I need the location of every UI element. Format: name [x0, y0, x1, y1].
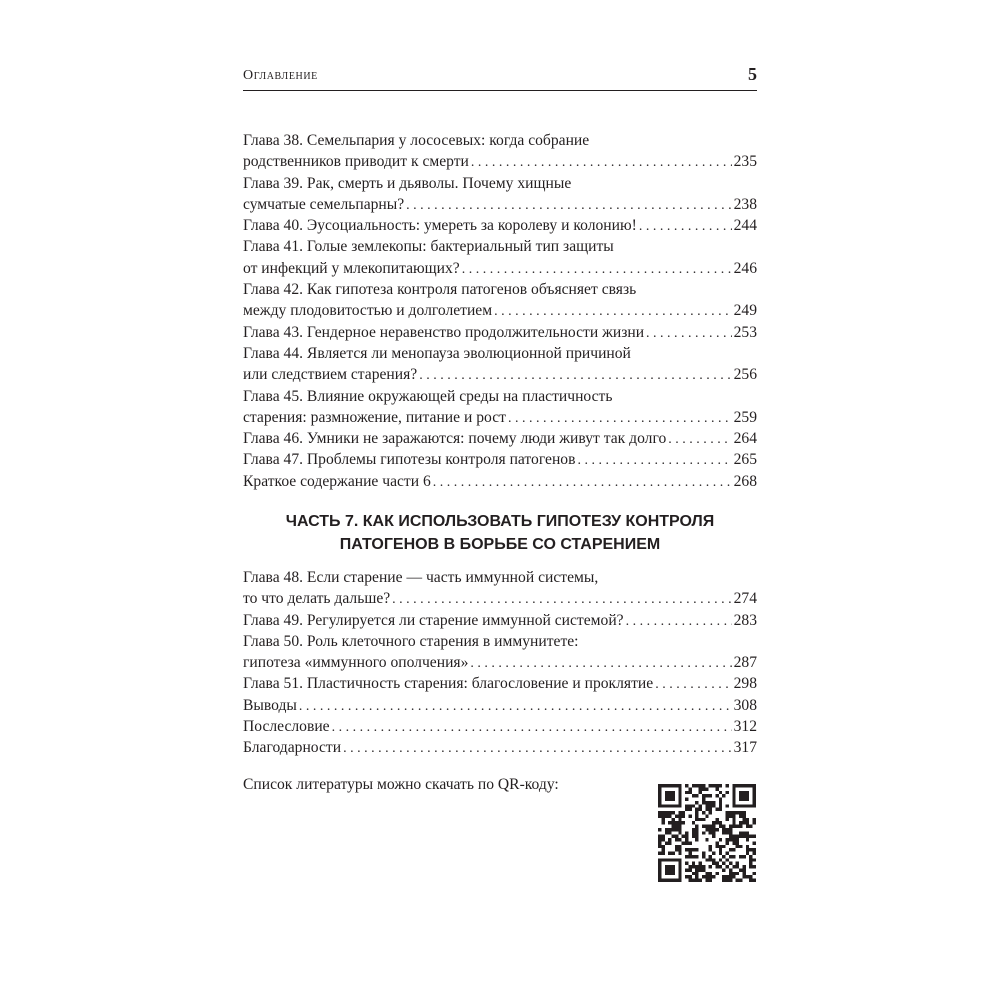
dot-leader	[419, 365, 731, 385]
toc-entry-title: Благодарности	[243, 739, 342, 757]
toc-entry-page: 265	[733, 451, 757, 469]
toc-entry-page: 298	[733, 675, 757, 693]
dot-leader	[470, 653, 731, 673]
toc-entry-title: Краткое содержание части 6	[243, 472, 431, 490]
toc-entry[interactable]	[243, 173, 757, 216]
toc-entry-line	[243, 716, 757, 737]
toc-entry[interactable]	[243, 428, 757, 449]
dot-leader	[646, 323, 732, 343]
toc-entry-line	[243, 130, 757, 151]
toc-entry-title: сумчатые семельпарны?	[243, 195, 405, 213]
toc-entry-title: Послесловие	[243, 718, 330, 736]
toc-entry-title: Глава 41. Голые землекопы: бактериальный тип защиты	[243, 238, 614, 256]
toc-entry-title: от инфекций у млекопитающих?	[243, 259, 460, 277]
toc-entry-line	[243, 173, 757, 194]
toc-entry[interactable]	[243, 236, 757, 279]
toc-entry-line	[243, 567, 757, 588]
toc-entry-line	[243, 386, 757, 407]
dot-leader	[343, 738, 732, 758]
toc-entry-title: Глава 39. Рак, смерть и дьяволы. Почему хищные	[243, 174, 572, 192]
toc-entry-title: Выводы	[243, 696, 297, 714]
toc-entry-title: то что делать дальше?	[243, 590, 391, 608]
toc-entry-title: Глава 43. Гендерное неравенство продолжительности жизни	[243, 323, 645, 341]
toc-entry[interactable]	[243, 737, 757, 758]
dot-leader	[471, 152, 732, 172]
toc-entry-line	[243, 652, 757, 673]
toc-entry-title: Глава 48. Если старение — часть иммунной системы,	[243, 569, 599, 586]
dot-leader	[639, 216, 732, 236]
toc-entry-page: 268	[733, 472, 757, 490]
toc-entry-page: 264	[733, 430, 757, 448]
toc-entry[interactable]	[243, 716, 757, 737]
header-title: Оглавление	[243, 68, 318, 83]
toc-entry-line	[243, 364, 757, 385]
toc-entry-line	[243, 343, 757, 364]
toc-entry-line	[243, 151, 757, 172]
toc-entry-title: Глава 44. Является ли менопауза эволюционной причиной	[243, 344, 631, 362]
toc-entry-line	[243, 322, 757, 343]
toc-entry-page: 253	[733, 323, 757, 341]
toc-entry-line	[243, 300, 757, 321]
part-7-heading-line2: ПАТОГЕНОВ В БОРЬБЕ СО СТАРЕНИЕМ	[339, 536, 661, 553]
toc-entry-title: Глава 47. Проблемы гипотезы контроля патогенов	[243, 451, 576, 469]
dot-leader	[508, 408, 732, 428]
toc-entry[interactable]	[243, 695, 757, 716]
dot-leader	[655, 674, 731, 694]
toc-section-1	[243, 130, 757, 492]
toc-entry[interactable]	[243, 610, 757, 631]
dot-leader	[299, 696, 732, 716]
toc-entry-line	[243, 588, 757, 609]
toc-entry[interactable]	[243, 631, 757, 674]
running-header	[243, 66, 757, 91]
toc-entry-line	[243, 449, 757, 470]
toc-entry[interactable]	[243, 386, 757, 429]
toc-entry-title: Глава 46. Умники не заражаются: почему люди живут так долго	[243, 430, 667, 448]
toc-entry-title: Глава 40. Эусоциальность: умереть за королеву и колонию!	[243, 217, 637, 235]
toc-entry-title: Глава 45. Влияние окружающей среды на пластичность	[243, 387, 613, 405]
toc-entry-page: 287	[733, 654, 757, 672]
page-number: 5	[748, 64, 757, 84]
toc-entry-line	[243, 215, 757, 236]
dot-leader	[626, 611, 732, 631]
toc-entry-line	[243, 673, 757, 694]
toc-entry-page: 312	[733, 718, 757, 736]
part-7-heading	[243, 510, 757, 556]
toc-entry-line	[243, 428, 757, 449]
toc-entry-line	[243, 407, 757, 428]
toc-entry-page: 235	[733, 153, 757, 171]
toc-entry-line	[243, 610, 757, 631]
toc-entry[interactable]	[243, 471, 757, 492]
toc-entry-title: Глава 38. Семельпария у лососевых: когда собрание	[243, 132, 590, 149]
toc-entry-line	[243, 695, 757, 716]
toc-entry-line	[243, 631, 757, 652]
dot-leader	[668, 429, 731, 449]
dot-leader	[577, 450, 731, 470]
toc-entry-line	[243, 258, 757, 279]
toc-entry-title: между плодовитостью и долголетием	[243, 302, 493, 320]
dot-leader	[406, 195, 731, 215]
toc-section-2	[243, 567, 757, 759]
dot-leader	[494, 301, 732, 321]
toc-entry[interactable]	[243, 322, 757, 343]
toc-entry-page: 244	[733, 217, 757, 235]
dot-leader	[433, 472, 732, 492]
toc-entry-page: 249	[733, 302, 757, 320]
toc-entry-page: 246	[733, 259, 757, 277]
toc-entry-page: 274	[733, 590, 757, 608]
toc-entry-page: 238	[733, 195, 757, 213]
part-7-heading-line1: ЧАСТЬ 7. КАК ИСПОЛЬЗОВАТЬ ГИПОТЕЗУ КОНТРОЛЯ	[285, 513, 715, 530]
toc-entry-title: Глава 51. Пластичность старения: благословение и проклятие	[243, 675, 654, 693]
toc-entry-title: Глава 49. Регулируется ли старение иммунной системой?	[243, 611, 624, 629]
toc-entry-page: 308	[733, 696, 757, 714]
toc-entry-page: 283	[733, 611, 757, 629]
toc-entry-title: Глава 50. Роль клеточного старения в иммунитете:	[243, 632, 579, 650]
toc-entry-title: или следствием старения?	[243, 366, 418, 384]
toc-entry-line	[243, 279, 757, 300]
toc-entry-title: старения: размножение, питание и рост	[243, 408, 506, 426]
dot-leader	[462, 259, 732, 279]
toc-entry-title: родственников приводит к смерти	[243, 153, 469, 171]
toc-entry-line	[243, 737, 757, 758]
dot-leader	[332, 717, 732, 737]
references-note: Список литературы можно скачать по QR-коду:	[243, 776, 559, 793]
toc-entry-line	[243, 471, 757, 492]
dot-leader	[392, 589, 731, 609]
toc-entry-title: гипотеза «иммунного ополчения»	[243, 654, 469, 672]
toc-entry[interactable]	[243, 343, 757, 386]
toc-entry-line	[243, 236, 757, 257]
toc-entry-line	[243, 194, 757, 215]
toc-entry-page: 259	[733, 408, 757, 426]
toc-entry[interactable]	[243, 279, 757, 322]
toc-entry-page: 317	[733, 739, 757, 757]
toc-entry-page: 256	[733, 366, 757, 384]
toc-entry[interactable]	[243, 449, 757, 470]
toc-entry[interactable]	[243, 130, 757, 173]
toc-entry[interactable]	[243, 567, 757, 610]
toc-entry-title: Глава 42. Как гипотеза контроля патогенов объясняет связь	[243, 281, 637, 299]
qr-code-icon	[658, 784, 756, 882]
toc-entry[interactable]	[243, 673, 757, 694]
toc-entry[interactable]	[243, 215, 757, 236]
